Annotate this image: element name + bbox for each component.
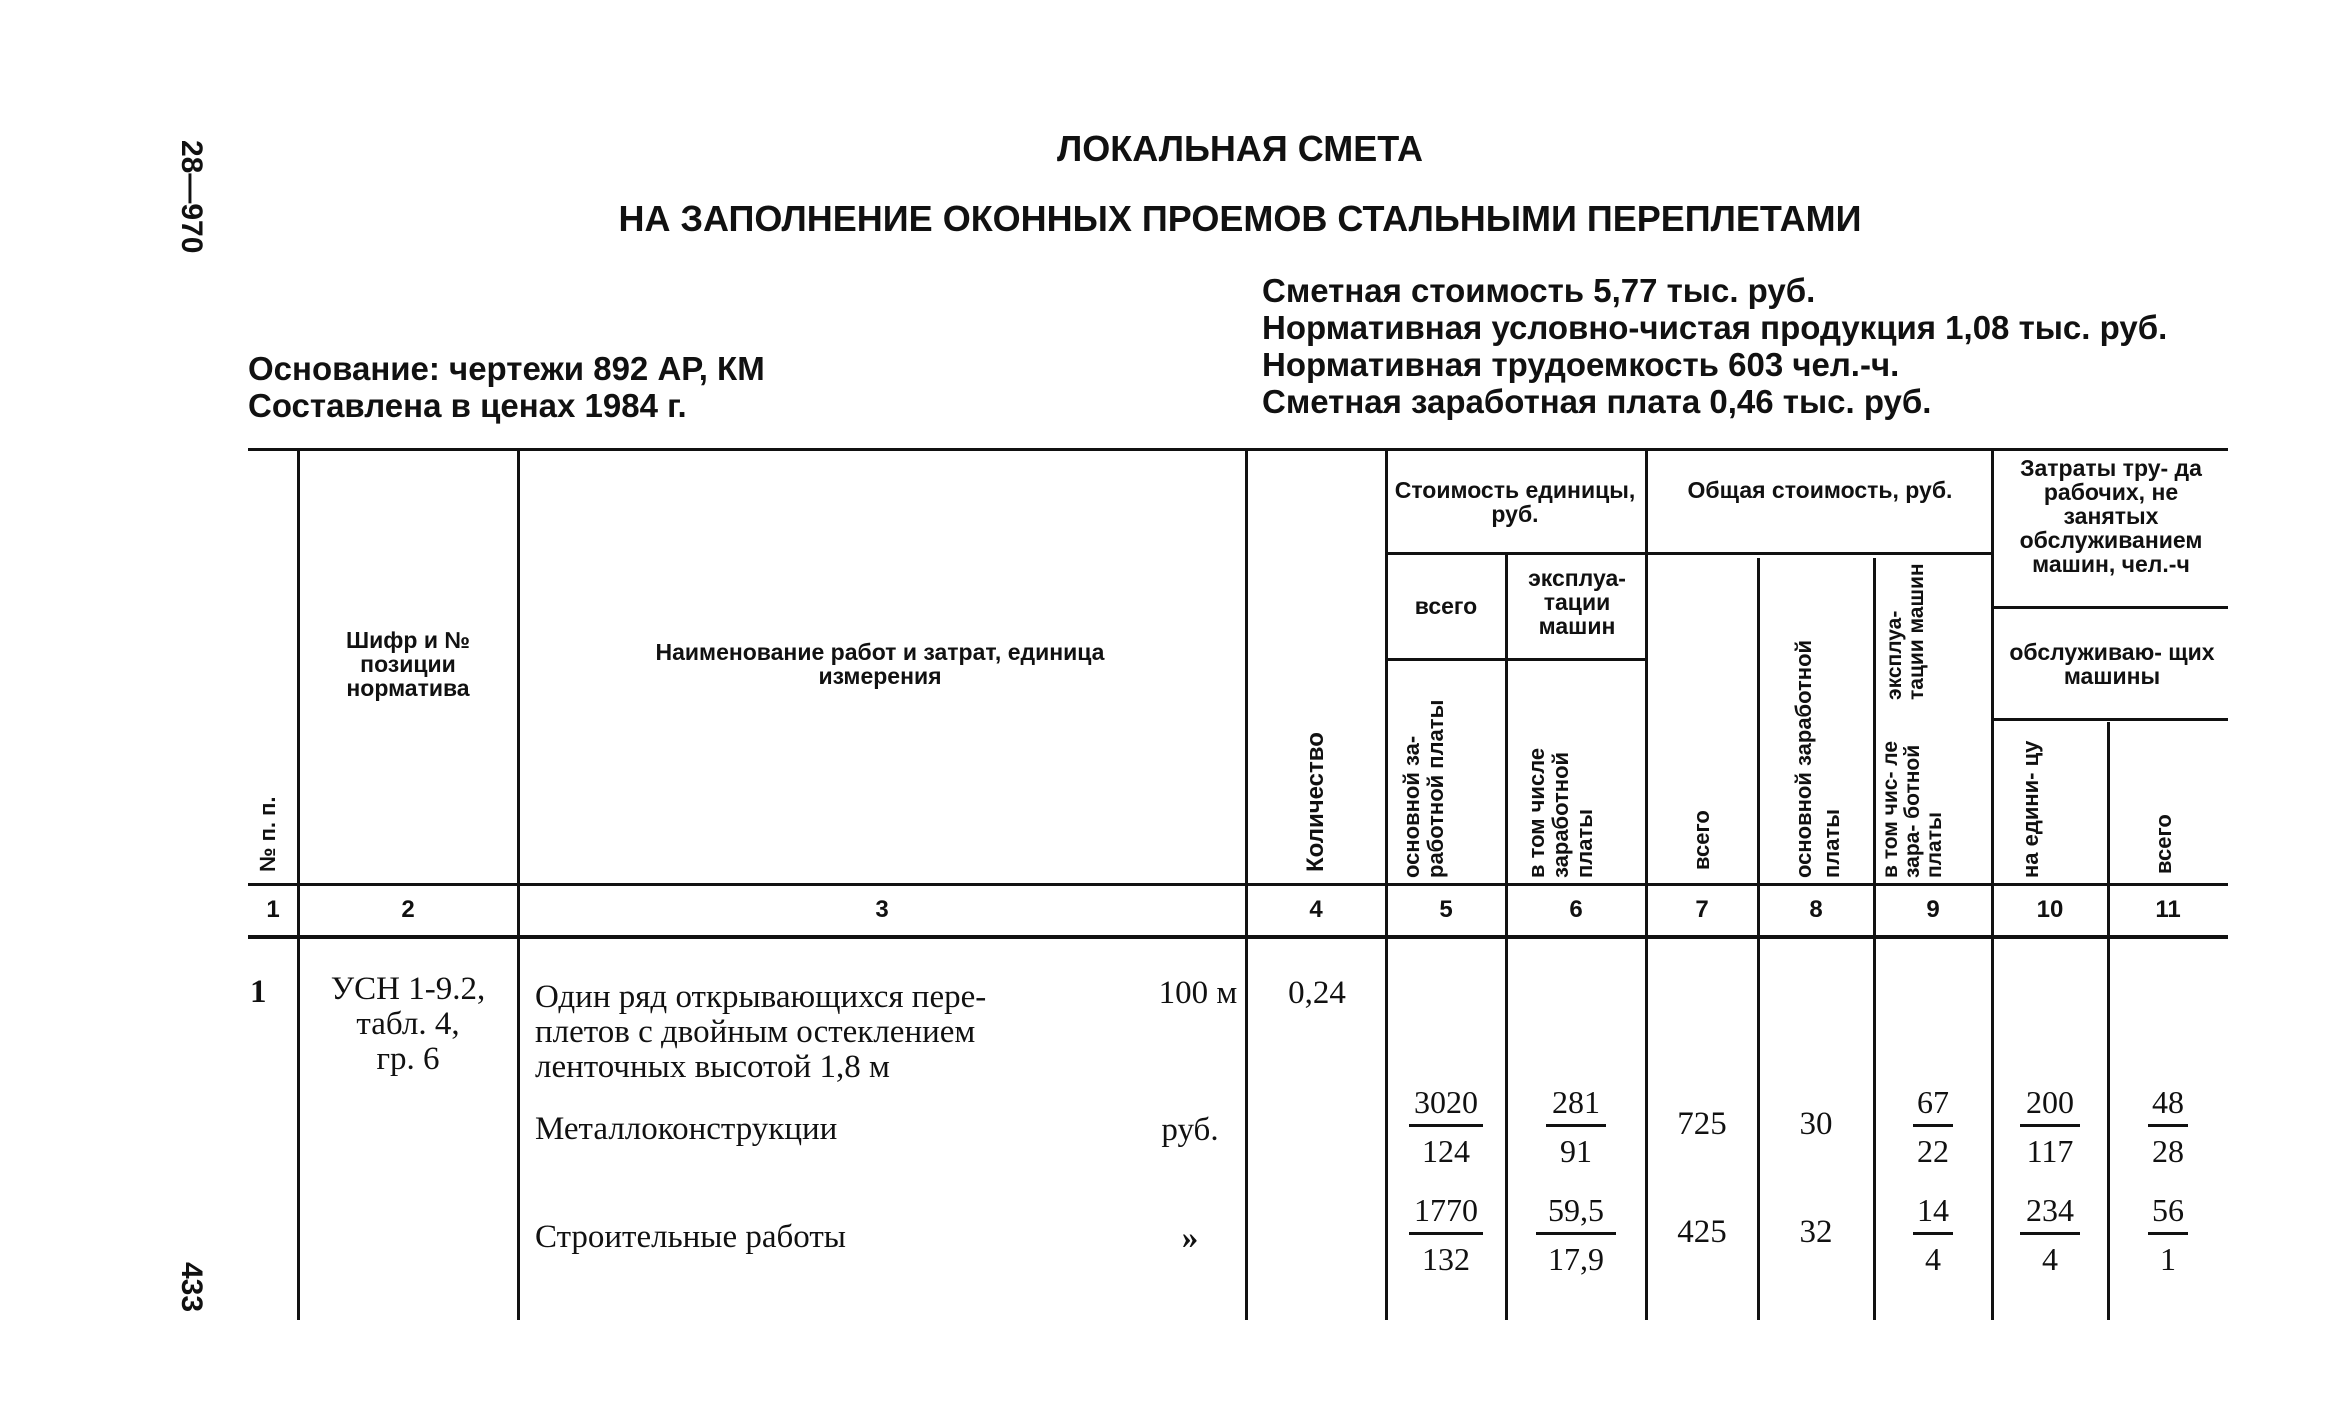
summary-line: Сметная стоимость 5,77 тыс. руб. bbox=[1262, 272, 1816, 309]
sub2-c8: 32 bbox=[1799, 1214, 1833, 1250]
hline bbox=[1991, 718, 2228, 721]
sub1-c6-top: 281 bbox=[1552, 1084, 1600, 1120]
sub1-c11-top: 48 bbox=[2152, 1084, 2184, 1120]
hline bbox=[1991, 606, 2228, 609]
sub1-unit: руб. bbox=[1161, 1112, 1219, 1148]
colnum: 4 bbox=[1309, 896, 1323, 923]
header-col6-text: в том числе заработной платы bbox=[1524, 747, 1597, 878]
sub2-c7: 425 bbox=[1677, 1214, 1727, 1250]
header-name: Наименование работ и затрат, единица измерения bbox=[655, 639, 1105, 689]
sub1-c10-bot: 117 bbox=[2026, 1133, 2074, 1169]
header-unit-machine: эксплуа- тации машин bbox=[1528, 565, 1626, 639]
sub1-c8: 30 bbox=[1799, 1106, 1833, 1142]
sub2-c10-bot: 4 bbox=[2042, 1241, 2058, 1277]
row-code-line: гр. 6 bbox=[376, 1041, 440, 1077]
vline bbox=[1245, 448, 1248, 1320]
row-name-line: плетов с двойным остеклением bbox=[535, 1014, 976, 1050]
header-total-machine-text: эксплуа- тации машин bbox=[1883, 563, 1928, 700]
header-qty: Количество bbox=[1302, 732, 1329, 872]
vline bbox=[517, 448, 520, 1320]
sub2-c6 bbox=[1508, 1190, 1644, 1277]
sub2-c6-bot: 17,9 bbox=[1548, 1241, 1604, 1277]
basis-line: Основание: чертежи 892 АР, КМ bbox=[248, 350, 765, 387]
sub1-c11-bot: 28 bbox=[2152, 1133, 2184, 1169]
sub1-c6-bot: 91 bbox=[1560, 1133, 1592, 1169]
sub1-c10-top: 200 bbox=[2026, 1084, 2074, 1120]
header-total-cost: Общая стоимость, руб. bbox=[1687, 477, 1953, 503]
header-col10 bbox=[2018, 728, 2044, 878]
sub2-c11 bbox=[2110, 1190, 2226, 1277]
summary-line: Нормативная трудоемкость 603 чел.-ч. bbox=[1262, 346, 1900, 383]
table-top-border bbox=[248, 448, 2228, 451]
doc-title: ЛОКАЛЬНАЯ СМЕТА bbox=[1057, 128, 1423, 169]
header-unit-total: всего bbox=[1414, 593, 1478, 619]
doc-subtitle: НА ЗАПОЛНЕНИЕ ОКОННЫХ ПРОЕМОВ СТАЛЬНЫМИ ПЕРЕПЛЕТАМИ bbox=[618, 198, 1862, 239]
colnum: 9 bbox=[1926, 896, 1940, 923]
sub2-c11-bot: 1 bbox=[2160, 1241, 2176, 1277]
sub1-name: Металлоконструкции bbox=[535, 1111, 838, 1147]
colnum: 5 bbox=[1439, 896, 1453, 923]
sub2-c10-top: 234 bbox=[2026, 1192, 2074, 1228]
sub2-c5 bbox=[1388, 1190, 1504, 1277]
colnum: 8 bbox=[1809, 896, 1823, 923]
row-code-line: табл. 4, bbox=[356, 1006, 460, 1042]
sub2-unit: » bbox=[1181, 1220, 1199, 1256]
vline bbox=[1757, 558, 1760, 1320]
row-name bbox=[535, 980, 1120, 1085]
row-num: 1 bbox=[250, 974, 267, 1010]
sub1-c10 bbox=[1994, 1082, 2106, 1169]
hline bbox=[1385, 658, 1645, 661]
row-name-line: Один ряд открывающихся пере- bbox=[535, 979, 987, 1015]
hline bbox=[1645, 552, 1991, 555]
colnum: 7 bbox=[1695, 896, 1709, 923]
header-col5 bbox=[1400, 688, 1448, 878]
number-row-line bbox=[248, 935, 2228, 939]
basis-block bbox=[248, 350, 765, 424]
colnum: 2 bbox=[401, 896, 415, 923]
header-col5-text: основной за- работной платы bbox=[1399, 699, 1448, 878]
colnum: 11 bbox=[2155, 896, 2181, 923]
header-col8 bbox=[1790, 568, 1846, 878]
summary-line: Нормативная условно-чистая продукция 1,08 тыс. руб. bbox=[1262, 309, 2168, 346]
vline bbox=[1645, 448, 1648, 1320]
vline bbox=[297, 448, 300, 1320]
sub2-c10 bbox=[1994, 1190, 2106, 1277]
sub1-c7: 725 bbox=[1677, 1106, 1727, 1142]
sub2-c11-top: 56 bbox=[2152, 1192, 2184, 1228]
row-unit: 100 м bbox=[1158, 975, 1238, 1011]
page-number: 433 bbox=[175, 1262, 208, 1313]
header-num: № п. п. bbox=[255, 796, 280, 872]
summary-line: Сметная заработная плата 0,46 тыс. руб. bbox=[1262, 383, 1932, 420]
colnum: 3 bbox=[875, 896, 889, 923]
sub1-c5-top: 3020 bbox=[1414, 1084, 1478, 1120]
sub1-c9-top: 67 bbox=[1917, 1084, 1949, 1120]
header-col10-text: на едини- цу bbox=[2018, 740, 2043, 878]
colnum: 10 bbox=[2036, 896, 2064, 923]
sub1-c6 bbox=[1508, 1082, 1644, 1169]
header-col8-text: основной заработной платы bbox=[1791, 639, 1844, 878]
sub2-name: Строительные работы bbox=[535, 1219, 846, 1255]
sub2-c5-bot: 132 bbox=[1422, 1241, 1470, 1277]
header-col9 bbox=[1880, 718, 1946, 878]
summary-block bbox=[1262, 272, 2167, 420]
header-labor-machine: обслуживаю- щих машины bbox=[2009, 639, 2215, 689]
row-qty: 0,24 bbox=[1288, 975, 1346, 1011]
hline bbox=[1385, 552, 1645, 555]
header-total-machine bbox=[1884, 562, 1928, 700]
header-col11: всего bbox=[2151, 814, 2176, 874]
sub2-c9-top: 14 bbox=[1917, 1192, 1949, 1228]
header-col6 bbox=[1525, 688, 1597, 878]
header-col7: всего bbox=[1689, 810, 1714, 870]
side-code: 28—970 bbox=[175, 140, 208, 254]
sub1-c9-bot: 22 bbox=[1917, 1133, 1949, 1169]
sub1-c5 bbox=[1388, 1082, 1504, 1169]
header-code: Шифр и № позиции норматива bbox=[346, 627, 470, 701]
row-code-line: УСН 1-9.2, bbox=[330, 971, 486, 1007]
colnum: 6 bbox=[1569, 896, 1583, 923]
sub1-c9 bbox=[1876, 1082, 1990, 1169]
row-name-line: ленточных высотой 1,8 м bbox=[535, 1049, 890, 1085]
colnum: 1 bbox=[266, 896, 280, 923]
sub2-c6-top: 59,5 bbox=[1548, 1192, 1604, 1228]
header-unit-cost: Стоимость единицы, руб. bbox=[1394, 477, 1636, 527]
sub1-c11 bbox=[2110, 1082, 2226, 1169]
header-labor: Затраты тру- да рабочих, не занятых обслуживанием машин, чел.-ч bbox=[2019, 455, 2203, 577]
sub2-c5-top: 1770 bbox=[1414, 1192, 1478, 1228]
row-code bbox=[300, 972, 516, 1077]
basis-line: Составлена в ценах 1984 г. bbox=[248, 387, 687, 424]
sub2-c9 bbox=[1876, 1190, 1990, 1277]
sub1-c5-bot: 124 bbox=[1422, 1133, 1470, 1169]
header-col9-text: в том чис- ле зара- ботной платы bbox=[1879, 740, 1946, 878]
header-bottom-line bbox=[248, 883, 2228, 886]
sub2-c9-bot: 4 bbox=[1925, 1241, 1941, 1277]
